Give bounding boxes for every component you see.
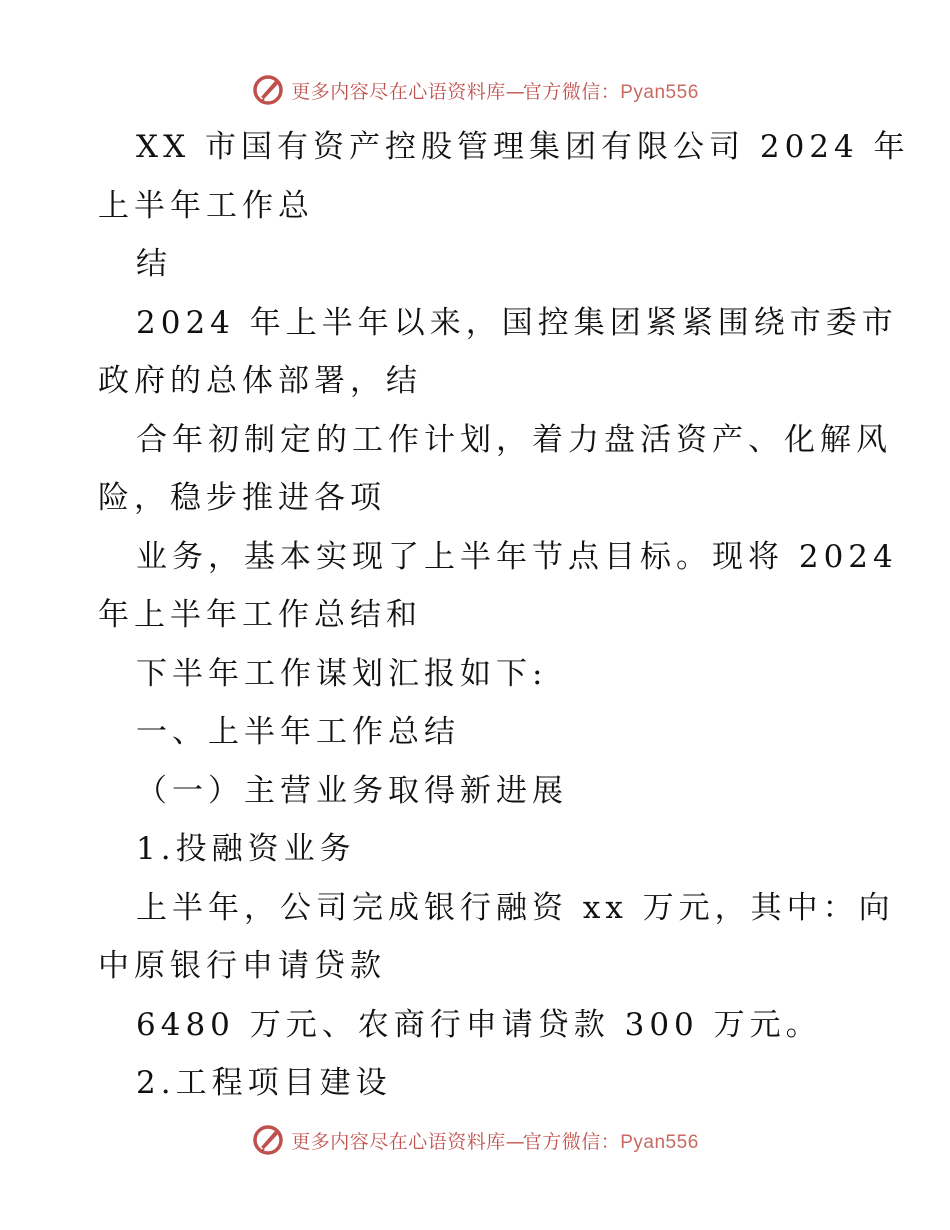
quill-logo-icon	[251, 73, 285, 107]
header-watermark	[0, 70, 950, 110]
text-line: （一）主营业务取得新进展	[136, 772, 568, 809]
footer-watermark	[0, 1120, 950, 1160]
text-line: 2.工程项目建设	[136, 1065, 392, 1101]
watermark-text: 更多内容尽在心语资料库—官方微信：Pyan556	[291, 80, 699, 103]
text-line: 6480 万元、农商行申请贷款 300 万元。	[136, 1006, 822, 1043]
text-line: 下半年工作谋划汇报如下:	[136, 655, 548, 692]
document-body	[98, 118, 910, 1113]
text-line: 政府的总体部署，结	[98, 363, 422, 399]
text-line: 2024 年上半年以来，国控集团紧紧围绕市委市	[136, 304, 898, 341]
text-line: XX 市国有资产控股管理集团有限公司 2024 年	[136, 129, 910, 165]
text-line: 上半年工作总	[98, 187, 314, 224]
text-line: 中原银行申请贷款	[98, 948, 386, 984]
text-line: 上半年，公司完成银行融资 xx 万元，其中：向	[136, 889, 895, 926]
text-line: 业务，基本实现了上半年节点目标。现将 2024	[136, 538, 898, 575]
text-line: 结	[136, 246, 172, 282]
text-line: 合年初制定的工作计划，着力盘活资产、化解风	[136, 421, 892, 458]
quill-logo-icon	[251, 1123, 285, 1157]
text-line: 一、上半年工作总结	[136, 714, 460, 750]
text-line: 险，稳步推进各项	[98, 480, 386, 516]
text-line: 1.投融资业务	[136, 831, 356, 867]
text-line: 年上半年工作总结和	[98, 597, 422, 633]
watermark-text: 更多内容尽在心语资料库—官方微信：Pyan556	[291, 1130, 699, 1153]
